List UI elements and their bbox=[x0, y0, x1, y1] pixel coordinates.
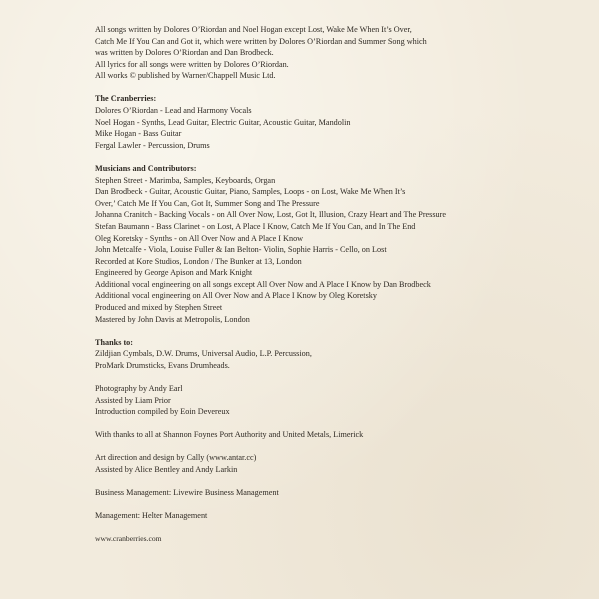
text-line: John Metcalfe - Viola, Louise Fuller & Ian Belton- Violin, Sophie Harris - Cello, on Lost bbox=[95, 245, 387, 255]
musicians-section bbox=[95, 163, 585, 325]
text-line: Produced and mixed by Stephen Street bbox=[95, 303, 223, 313]
musicians-heading: Musicians and Contributors: bbox=[95, 163, 197, 173]
business-management-line: Business Management: Livewire Business Management bbox=[95, 488, 279, 498]
credits-text bbox=[95, 24, 585, 545]
management-line: Management: Helter Management bbox=[95, 511, 208, 521]
text-line: Engineered by George Apison and Mark Knight bbox=[95, 268, 253, 278]
text-line: Art direction and design by Cally (www.antar.cc) bbox=[95, 453, 257, 463]
text-line: Catch Me If You Can and Got it, which were written by Dolores O’Riordan and Summer Song which bbox=[95, 36, 427, 46]
text-line: Assisted by Alice Bentley and Andy Larkin bbox=[95, 465, 238, 474]
band-heading: The Cranberries: bbox=[95, 94, 157, 104]
text-line: Johanna Cranitch - Backing Vocals - on All Over Now, Lost, Got It, Illusion, Crazy Heart and The Pressure bbox=[95, 210, 447, 220]
songwriting-credits bbox=[95, 24, 585, 82]
text-line: Dan Brodbeck - Guitar, Acoustic Guitar, Piano, Samples, Loops - on Lost, Wake Me When It’s bbox=[95, 187, 406, 197]
text-line: Zildjian Cymbals, D.W. Drums, Universal Audio, L.P. Percussion, bbox=[95, 349, 312, 359]
text-line: Additional vocal engineering on All Over Now and A Place I Know by Oleg Koretsky bbox=[95, 291, 377, 301]
text-line: Mike Hogan - Bass Guitar bbox=[95, 129, 182, 139]
text-line: Mastered by John Davis at Metropolis, London bbox=[95, 314, 250, 324]
text-line: All lyrics for all songs were written by Dolores O’Riordan. bbox=[95, 59, 289, 69]
band-section bbox=[95, 93, 585, 151]
thanks-heading: Thanks to: bbox=[95, 337, 133, 347]
text-line: Recorded at Kore Studios, London / The Bunker at 13, London bbox=[95, 256, 302, 266]
text-line: Oleg Koretsky - Synths - on All Over Now and A Place I Know bbox=[95, 233, 304, 243]
thanks-all-line: With thanks to all at Shannon Foynes Port Authority and United Metals, Limerick bbox=[95, 430, 364, 440]
text-line: Noel Hogan - Synths, Lead Guitar, Electric Guitar, Acoustic Guitar, Mandolin bbox=[95, 117, 351, 127]
text-line: Additional vocal engineering on all songs except All Over Now and A Place I Know by Dan Brodbeck bbox=[95, 279, 431, 289]
text-line: All works © published by Warner/Chappell Music Ltd. bbox=[95, 71, 276, 81]
text-line: Photography by Andy Earl bbox=[95, 384, 183, 394]
text-line: ProMark Drumsticks, Evans Drumheads. bbox=[95, 360, 230, 370]
photography-section bbox=[95, 383, 585, 418]
text-line: Fergal Lawler - Percussion, Drums bbox=[95, 140, 210, 150]
text-line: Stefan Baumann - Bass Clarinet - on Lost, A Place I Know, Catch Me If You Can, and In The End bbox=[95, 221, 416, 231]
text-line: Stephen Street - Marimba, Samples, Keyboards, Organ bbox=[95, 175, 276, 185]
text-line: Dolores O’Riordan - Lead and Harmony Vocals bbox=[95, 106, 252, 116]
text-line: Introduction compiled by Eoin Devereux bbox=[95, 407, 230, 417]
text-line: was written by Dolores O’Riordan and Dan Brodbeck. bbox=[95, 48, 274, 58]
thanks-section bbox=[95, 337, 585, 372]
website-link[interactable]: www.cranberries.com bbox=[95, 534, 162, 544]
art-direction-section bbox=[95, 452, 585, 475]
text-line: All songs written by Dolores O’Riordan and Noel Hogan except Lost, Wake Me When It’s Over, bbox=[95, 25, 412, 34]
text-line: Over,’ Catch Me If You Can, Got It, Summer Song and The Pressure bbox=[95, 198, 320, 208]
text-line: Assisted by Liam Prior bbox=[95, 395, 171, 405]
